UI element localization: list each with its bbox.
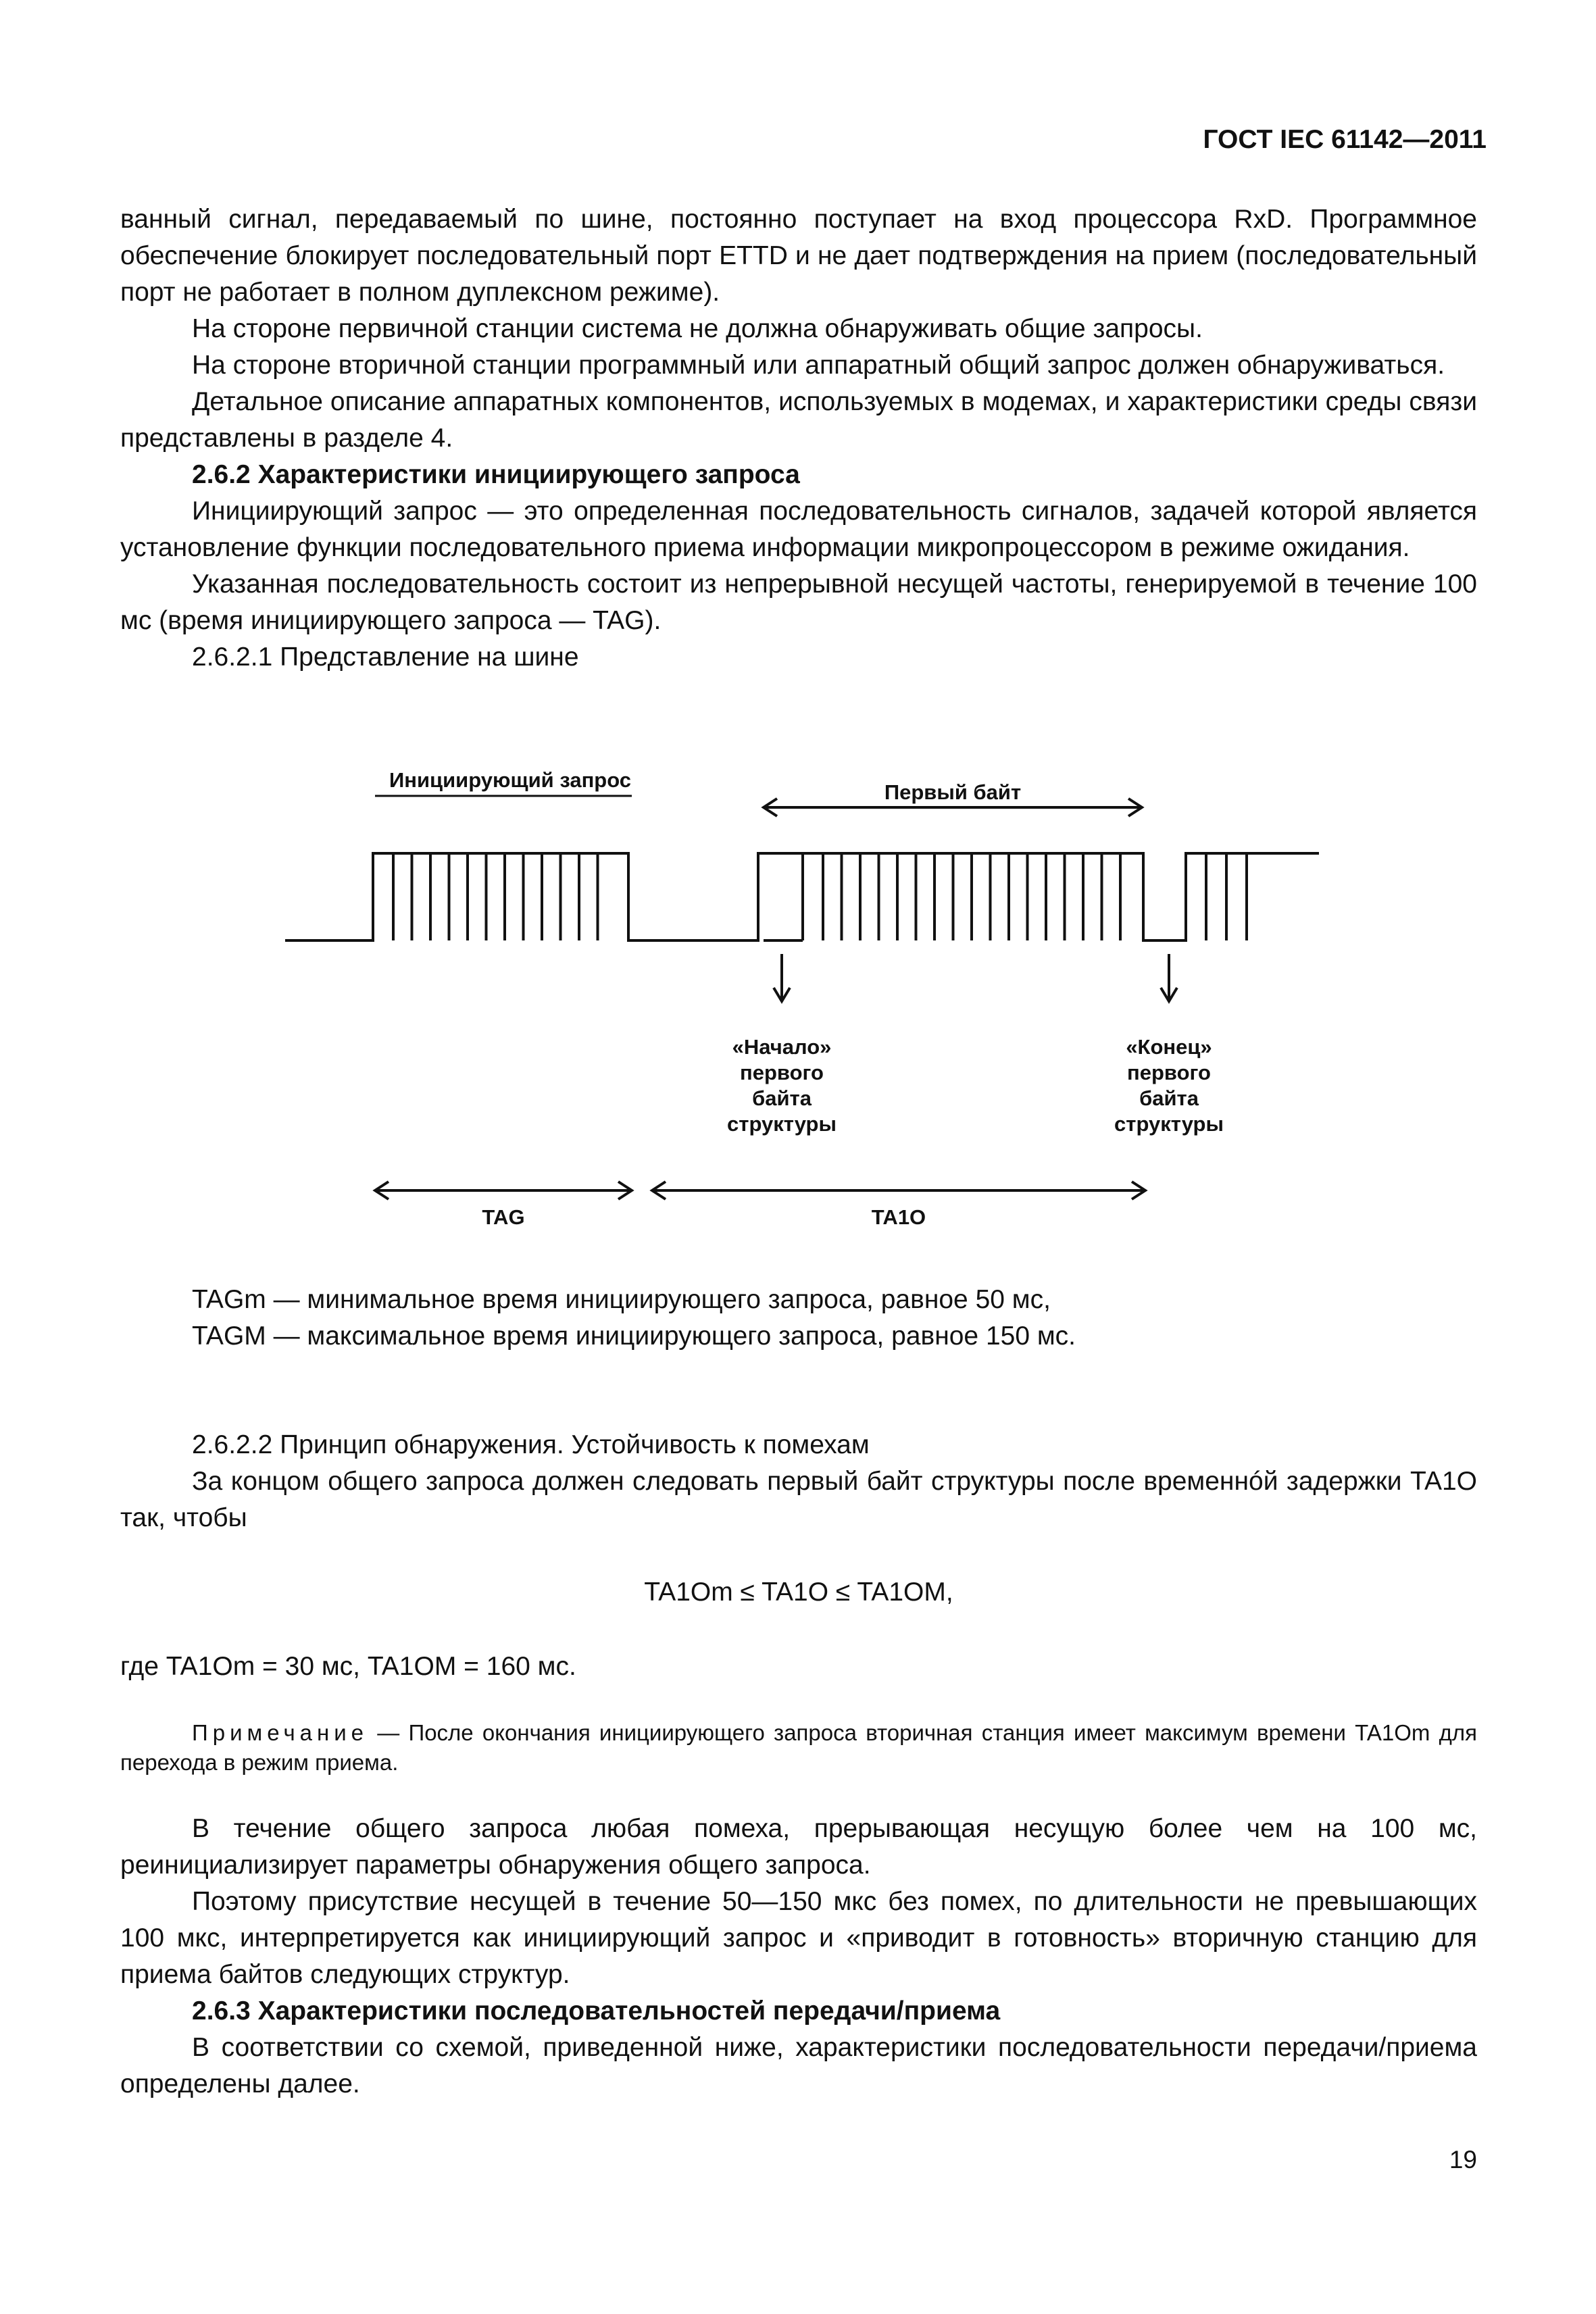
start-label-line: структуры xyxy=(727,1112,837,1136)
note-label: Примечание xyxy=(192,1720,369,1745)
definition-line: TAGm — минимальное время инициирующего запроса, равное 50 мс, xyxy=(192,1285,1051,1314)
paragraph: За концом общего запроса должен следовать первый байт структуры после временнóй задержки TA1O так, чтобы xyxy=(120,1467,1477,1532)
note-text: — После окончания инициирующего запроса вторичная станция имеет максимум времени TA1Om для перехода в режим приема. xyxy=(120,1720,1477,1775)
end-label xyxy=(1114,1035,1224,1136)
where-line: где TA1Om = 30 мс, TA1OM = 160 мс. xyxy=(120,1652,576,1681)
section-2622 xyxy=(120,1427,1477,1536)
formula xyxy=(120,1574,1477,1611)
ta1o-label: TA1O xyxy=(871,1205,926,1229)
section-heading: 2.6.2 Характеристики инициирующего запроса xyxy=(192,460,800,489)
signal-waveform xyxy=(285,853,1319,940)
paragraph: Поэтому присутствие несущей в течение 50—150 мкс без помех, по длительности не превышающих 100 мкс, интерпретируется как инициирующий запрос и «приводит в готовность» вторичную станцию для приема байтов следующих структур. xyxy=(120,1887,1477,1989)
subsection-heading: 2.6.2.2 Принцип обнаружения. Устойчивость к помехам xyxy=(192,1430,870,1459)
definition-line: TAGM — максимальное время инициирующего запроса, равное 150 мс. xyxy=(192,1322,1076,1351)
start-label-line: «Начало» xyxy=(732,1035,832,1059)
end-label-line: «Конец» xyxy=(1126,1035,1212,1059)
tag-arrow xyxy=(375,1182,632,1199)
tag-label: TAG xyxy=(482,1205,525,1229)
page-number: 19 xyxy=(1449,2146,1477,2173)
end-marker-arrow xyxy=(1161,954,1177,1001)
paragraph: ванный сигнал, передаваемый по шине, постоянно поступает на вход процессора RxD. Программное обеспечение блокирует последовательный порт ETTD и не дает подтверждения на прием (последовательный порт не работает в полном дуплексном режиме). xyxy=(120,205,1477,307)
paragraph: В течение общего запроса любая помеха, прерывающая несущую более чем на 100 мс, реинициализирует параметры обнаружения общего запроса. xyxy=(120,1814,1477,1880)
paragraph: Указанная последовательность состоит из непрерывной несущей частоты, генерируемой в течение 100 мс (время инициирующего запроса — TAG). xyxy=(120,570,1477,635)
first-byte-label: Первый байт xyxy=(884,780,1022,804)
end-label-line: первого xyxy=(1127,1061,1211,1084)
start-label xyxy=(727,1035,837,1136)
start-label-line: первого xyxy=(740,1061,824,1084)
section-heading: 2.6.3 Характеристики последовательностей передачи/приема xyxy=(192,1996,1001,2026)
standard-header: ГОСТ IEC 61142—2011 xyxy=(1203,125,1487,154)
formula-where xyxy=(120,1649,1477,1685)
top-text xyxy=(120,201,1477,676)
start-label-line: байта xyxy=(752,1086,812,1110)
bottom-text xyxy=(120,1811,1477,2103)
definitions xyxy=(120,1282,1477,1355)
ta1o-arrow xyxy=(652,1182,1145,1199)
request-label: Инициирующий запрос xyxy=(389,768,632,792)
paragraph: На стороне первичной станции система не должна обнаруживать общие запросы. xyxy=(192,314,1203,343)
start-marker-arrow xyxy=(774,954,790,1001)
bus-timing-diagram xyxy=(0,743,1596,1270)
paragraph: Детальное описание аппаратных компонентов, используемых в модемах, и характеристики среды связи представлены в разделе 4. xyxy=(120,387,1477,453)
paragraph: В соответствии со схемой, приведенной ниже, характеристики последовательности передачи/приема определены далее. xyxy=(120,2033,1477,2098)
paragraph: На стороне вторичной станции программный или аппаратный общий запрос должен обнаруживаться. xyxy=(192,351,1445,380)
note xyxy=(120,1718,1477,1778)
end-label-line: байта xyxy=(1139,1086,1199,1110)
subsection-heading: 2.6.2.1 Представление на шине xyxy=(192,643,579,672)
paragraph: Инициирующий запрос — это определенная последовательность сигналов, задачей которой является установление функции последовательного приема информации микропроцессором в режиме ожидания. xyxy=(120,497,1477,562)
formula-line: TA1Om ≤ TA1O ≤ TA1OM, xyxy=(644,1578,953,1607)
note-paragraph xyxy=(120,1718,1477,1778)
end-label-line: структуры xyxy=(1114,1112,1224,1136)
